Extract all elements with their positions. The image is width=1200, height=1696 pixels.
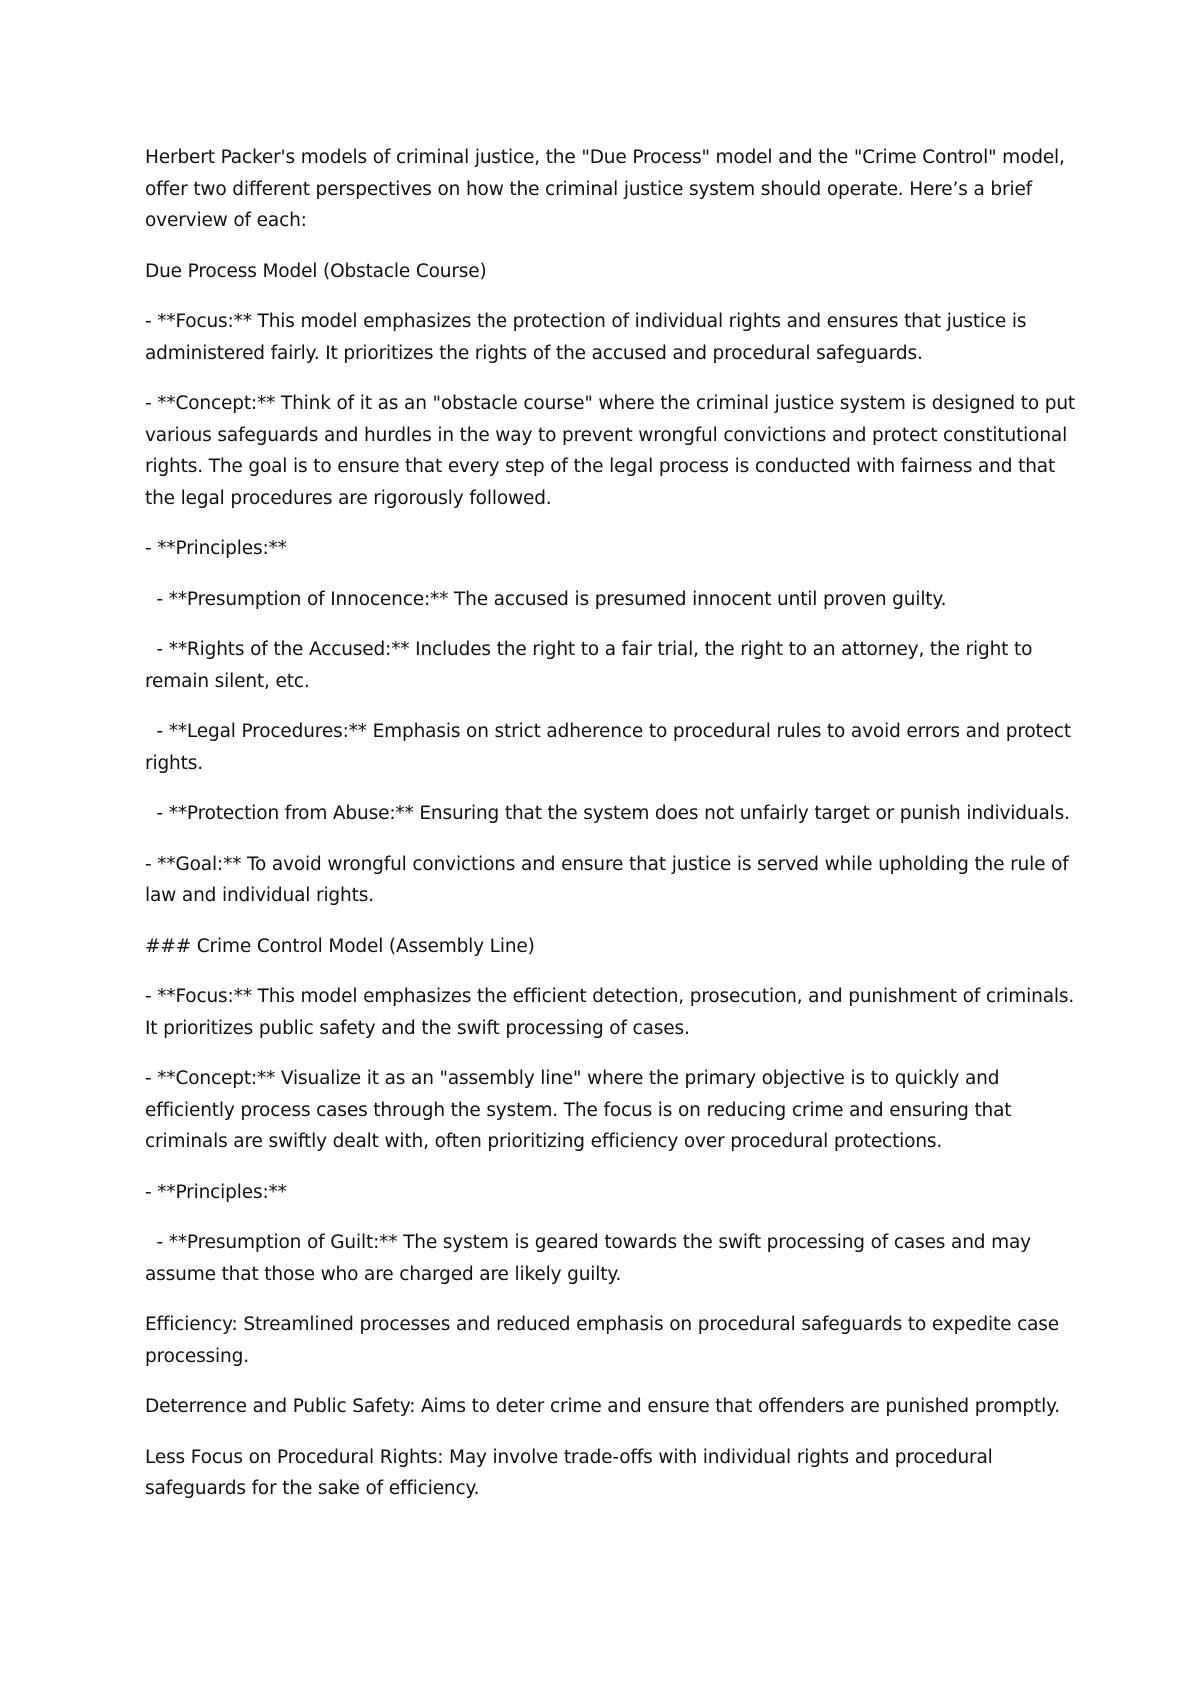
document-body	[145, 142, 1081, 1524]
principle-presumption-innocence: - **Presumption of Innocence:** The accused is presumed innocent until proven guilty.	[145, 588, 947, 610]
due-process-goal: - **Goal:** To avoid wrongful convictions and ensure that justice is served while upholding the rule of law and individual rights.	[145, 853, 1075, 906]
intro-paragraph: Herbert Packer's models of criminal justice, the "Due Process" model and the "Crime Control" model, offer two different perspectives on how the criminal justice system should operate. Here’s a brief overview of each:	[145, 147, 1071, 231]
principle-legal-procedures: - **Legal Procedures:** Emphasis on strict adherence to procedural rules to avoid errors and protect rights.	[145, 721, 1077, 774]
principle-protection-abuse: - **Protection from Abuse:** Ensuring that the system does not unfairly target or punish individuals.	[145, 803, 1070, 824]
due-process-focus: - **Focus:** This model emphasizes the protection of individual rights and ensures that justice is administered fairly. It prioritizes the rights of the accused and procedural safeguards.	[145, 311, 1033, 364]
principle-rights-accused: - **Rights of the Accused:** Includes the right to a fair trial, the right to an attorney, the right to remain silent, etc.	[145, 639, 1039, 692]
crime-control-focus: - **Focus:** This model emphasizes the efficient detection, prosecution, and punishment of criminals. It prioritizes public safety and the swift processing of cases.	[145, 986, 1080, 1039]
crime-control-concept: - **Concept:** Visualize it as an "assembly line" where the primary objective is to quickly and efficiently process cases through the system. The focus is on reducing crime and ensuring that criminals are swiftly dealt with, often prioritizing efficiency over procedural protections.	[145, 1068, 1018, 1152]
deterrence-paragraph: Deterrence and Public Safety: Aims to deter crime and ensure that offenders are punished promptly.	[145, 1396, 1060, 1417]
crime-control-principles: - **Principles:**	[145, 1181, 287, 1203]
principle-presumption-guilt: - **Presumption of Guilt:** The system is geared towards the swift processing of cases and may assume that those who are charged are likely guilty.	[145, 1232, 1037, 1285]
due-process-heading: Due Process Model (Obstacle Course)	[145, 260, 487, 282]
due-process-principles: - **Principles:**	[145, 538, 287, 559]
procedural-rights-paragraph: Less Focus on Procedural Rights: May involve trade-offs with individual rights and procedural safeguards for the sake of efficiency.	[145, 1446, 999, 1499]
crime-control-heading: ### Crime Control Model (Assembly Line)	[145, 935, 535, 957]
due-process-concept: - **Concept:** Think of it as an "obstacle course" where the criminal justice system is designed to put various safeguards and hurdles in the way to prevent wrongful convictions and protect constitutional rights. The goal is to ensure that every step of the legal process is conducted with fairness and that the legal procedures are rigorously followed.	[145, 393, 1081, 509]
efficiency-paragraph: Efficiency: Streamlined processes and reduced emphasis on procedural safeguards to expedite case processing.	[145, 1314, 1065, 1367]
